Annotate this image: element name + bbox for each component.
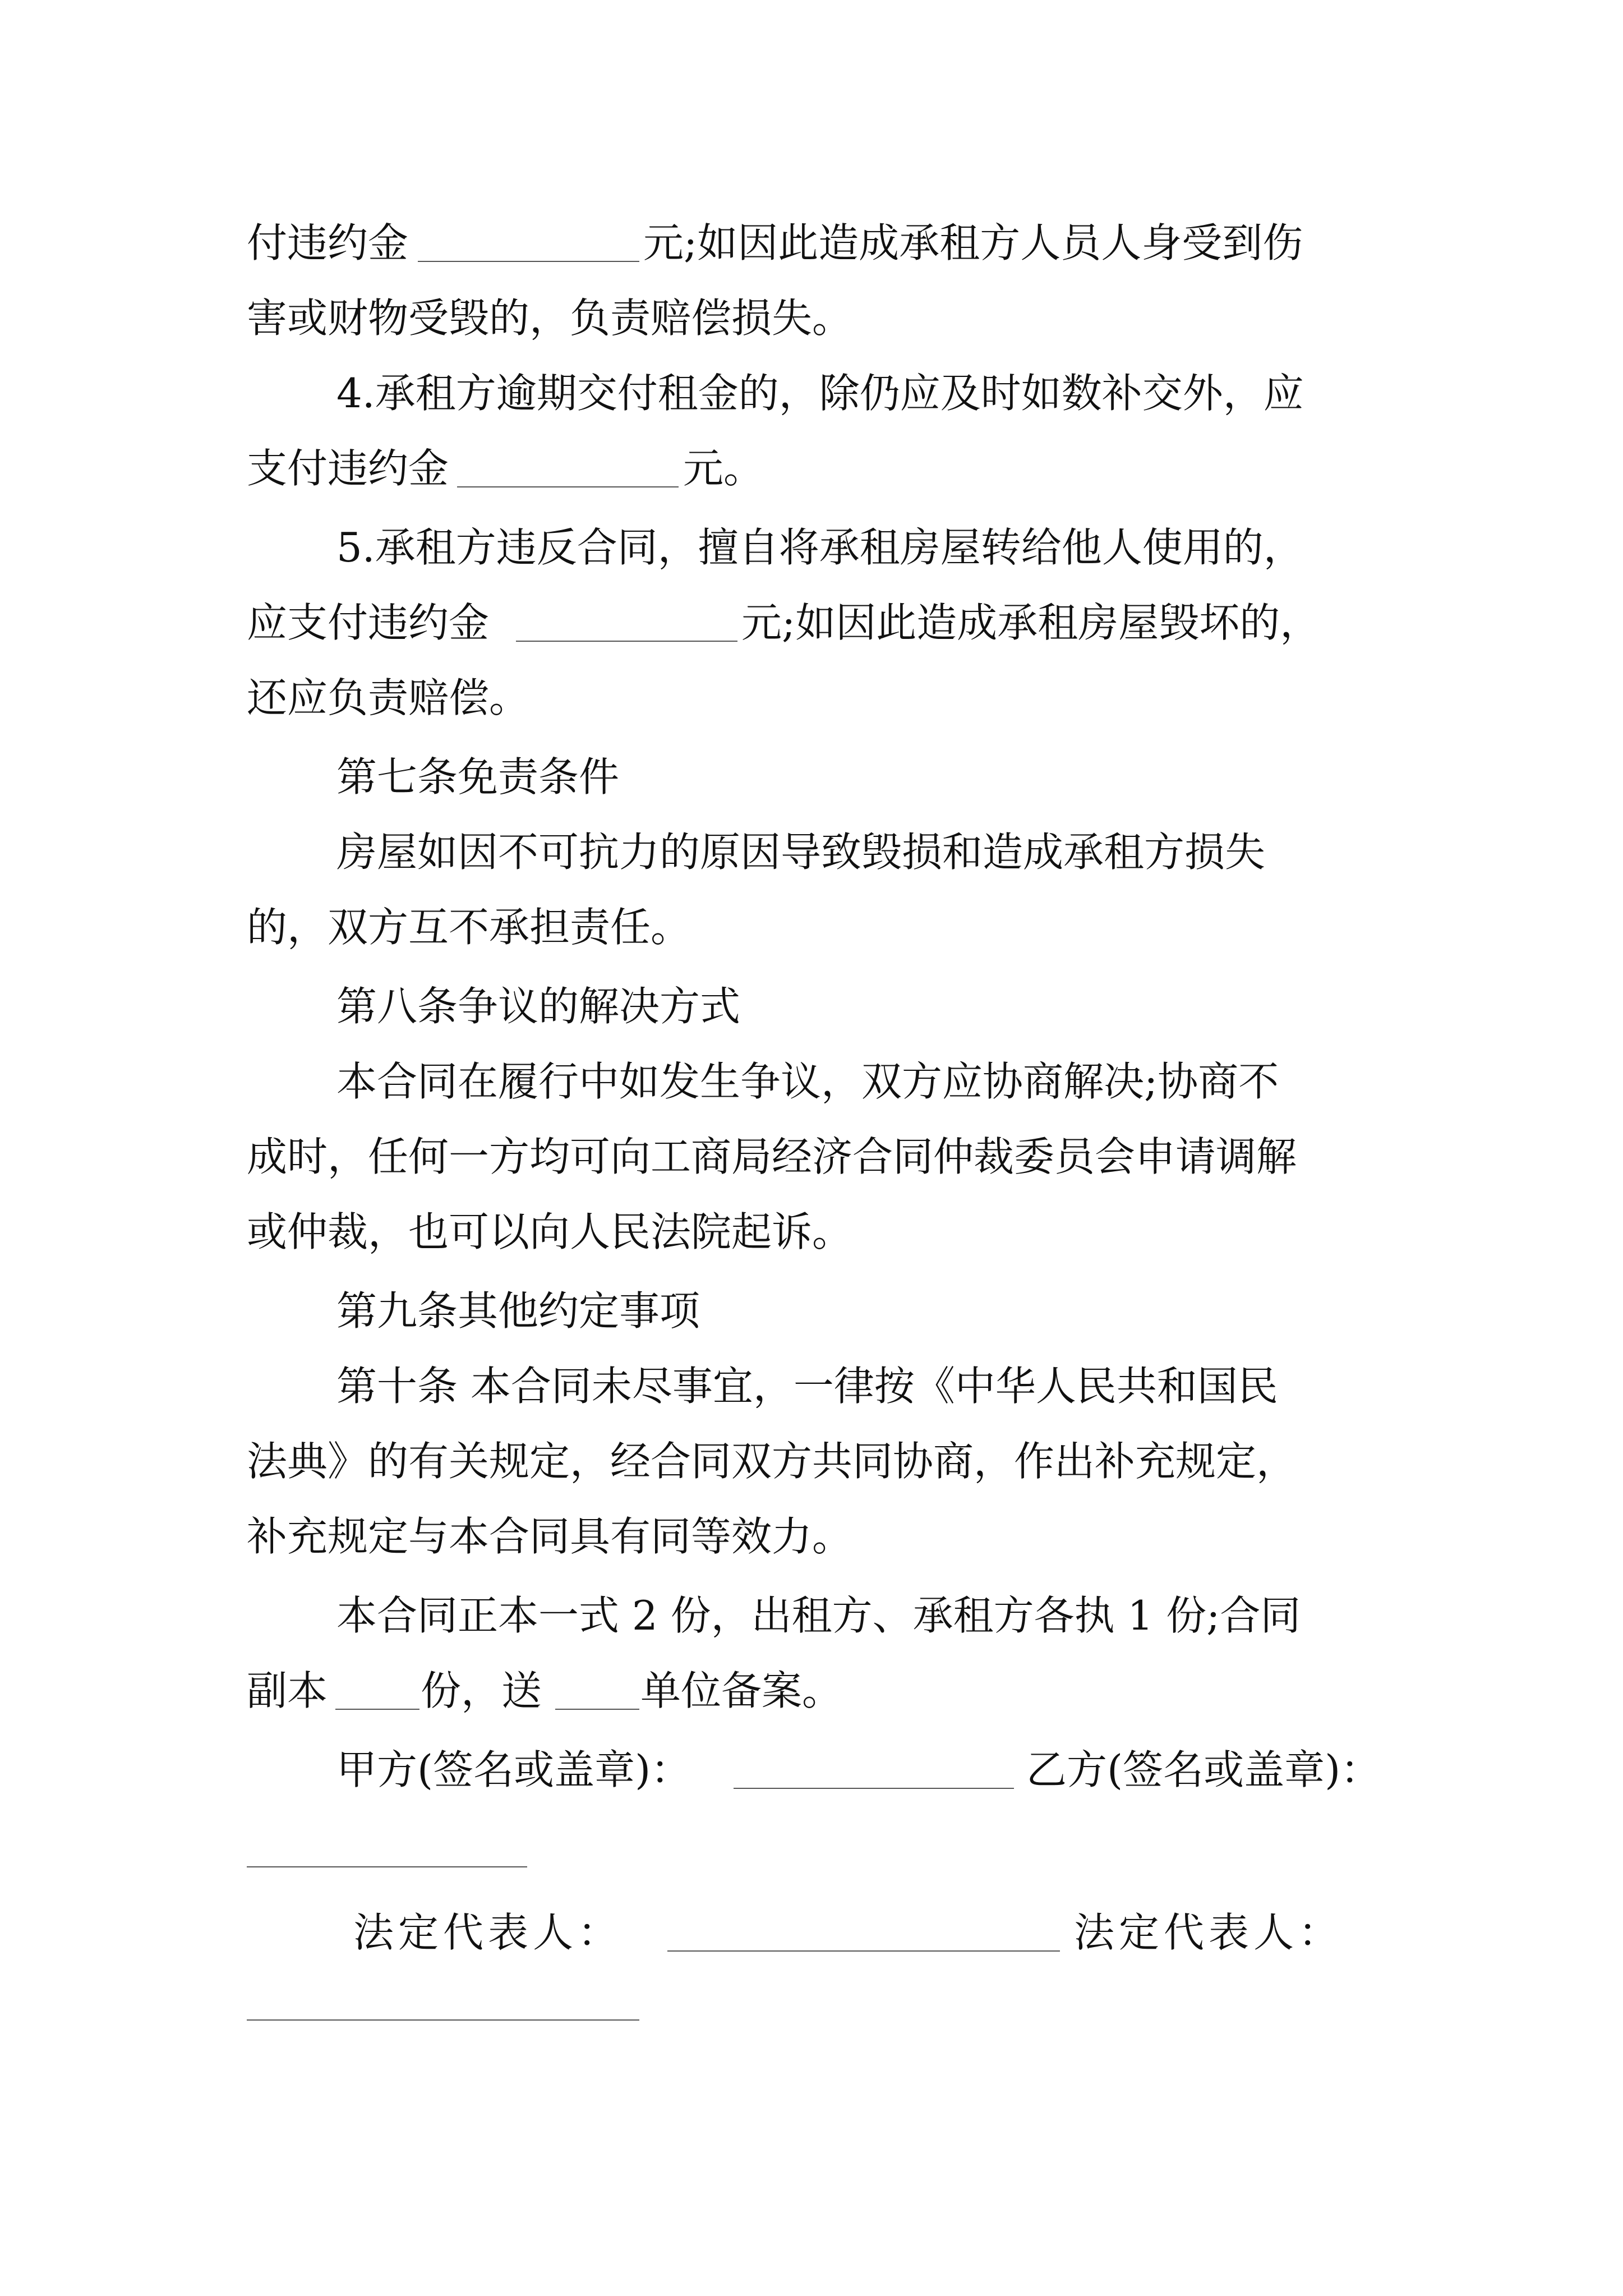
text-segment: 元。: [683, 445, 764, 492]
text-segment: 单位备案。: [640, 1667, 843, 1714]
text-segment: 5.承租方违反合同，擅自将承租房屋转给他人使用的，: [336, 524, 1304, 571]
blank-underline: [335, 1709, 419, 1710]
text-segment: 副本: [247, 1667, 328, 1714]
blank-underline: [555, 1709, 639, 1710]
blank-underline: [457, 486, 679, 487]
text-line: [0, 279, 1623, 357]
text-line: [0, 1042, 1623, 1121]
text-line: [0, 1651, 1623, 1730]
text-segment: 第九条其他约定事项: [336, 1287, 700, 1335]
party-b-signature-label: 乙方(签名或盖章)：: [1026, 1746, 1381, 1793]
text-segment: 付违约金: [247, 219, 409, 266]
party-b-representative-label: 法定代表人：: [1074, 1909, 1344, 1956]
signature-underline: [247, 1866, 527, 1867]
section-heading: [0, 967, 1623, 1046]
signature-line: [0, 1731, 1623, 1809]
text-segment: 元;如因此造成承租方人员人身受到伤: [643, 219, 1303, 266]
signature-underline: [734, 1788, 1014, 1789]
text-line: [0, 1193, 1623, 1271]
text-line: [0, 813, 1623, 891]
text-segment: 第十条 本合同未尽事宜，一律按《中华人民共和国民: [336, 1363, 1278, 1410]
text-line: [0, 1422, 1623, 1501]
text-segment: 成时，任何一方均可向工商局经济合同仲裁委员会申请调解: [247, 1133, 1297, 1180]
party-a-signature-label: 甲方(签名或盖章)：: [336, 1746, 691, 1793]
party-a-representative-label: 法定代表人：: [353, 1909, 623, 1956]
text-segment: 或仲裁，也可以向人民法院起诉。: [247, 1208, 853, 1255]
blank-underline: [516, 641, 737, 642]
text-segment: 第七条免责条件: [336, 753, 620, 800]
text-segment: 本合同在履行中如发生争议，双方应协商解决;协商不: [336, 1058, 1279, 1105]
text-line: [0, 354, 1623, 432]
text-line: [0, 1576, 1623, 1655]
text-line: [0, 583, 1623, 662]
text-line: [0, 508, 1623, 587]
text-segment: 应支付违约金: [247, 599, 490, 646]
text-segment: 第八条争议的解决方式: [336, 983, 741, 1030]
text-line: [0, 1347, 1623, 1425]
text-segment: 份，送: [421, 1667, 542, 1714]
text-line: [0, 888, 1623, 967]
representative-line: [0, 1893, 1623, 1972]
text-segment: 支付违约金: [247, 445, 449, 492]
text-line: [0, 659, 1623, 737]
text-segment: 房屋如因不可抗力的原因导致毁损和造成承租方损失: [336, 829, 1266, 876]
section-heading: [0, 1272, 1623, 1350]
representative-underline: [667, 1950, 1060, 1952]
text-line: [0, 1117, 1623, 1196]
representative-underline: [247, 2019, 639, 2021]
text-segment: 元;如因此造成承租房屋毁坏的，: [741, 599, 1321, 646]
text-segment: 害或财物受毁的，负责赔偿损失。: [247, 295, 853, 342]
text-segment: 还应负责赔偿。: [247, 674, 530, 721]
blank-underline: [418, 261, 639, 262]
text-segment: 本合同正本一式 2 份，出租方、承租方各执 1 份;合同: [336, 1592, 1301, 1639]
section-heading: [0, 738, 1623, 816]
text-line: [0, 204, 1623, 282]
text-line: [0, 1497, 1623, 1576]
text-line: [0, 429, 1623, 508]
text-segment: 法典》的有关规定，经合同双方共同协商，作出补充规定，: [247, 1438, 1297, 1485]
text-segment: 4.承租方逾期交付租金的，除仍应及时如数补交外，应: [336, 370, 1304, 417]
text-segment: 补充规定与本合同具有同等效力。: [247, 1513, 853, 1560]
text-segment: 的，双方互不承担责任。: [247, 904, 691, 951]
